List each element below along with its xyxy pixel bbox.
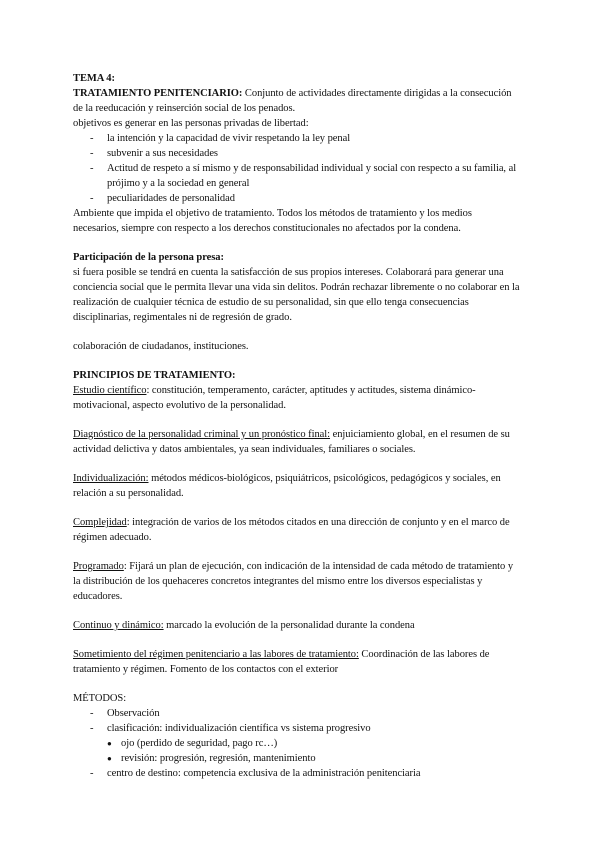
list-item: - peculiaridades de personalidad <box>73 191 520 206</box>
principio-item <box>73 427 520 457</box>
list-item: ● ojo (perdido de seguridad, pago rc…) <box>73 736 520 751</box>
list-item <box>73 721 520 736</box>
principio-item <box>73 471 520 501</box>
tratamiento-heading: TRATAMIENTO PENITENCIARIO: <box>73 88 243 99</box>
tema-title: TEMA 4: <box>73 73 115 84</box>
principio-desc: Coordinación de las labores de tratamiento y régimen. Fomento de los contactos con el exterior <box>73 649 490 675</box>
principio-desc: : Fijará un plan de ejecución, con indicación de la intensidad de cada método de tratamiento y la distribución de los quehaceres concretos integrantes del mismo entre los diversos especialistas y educadores. <box>73 561 514 602</box>
principio-item <box>73 618 520 633</box>
metodos-list-end <box>73 766 520 781</box>
principio-term: Diagnóstico de la personalidad criminal y un pronóstico final: <box>73 429 331 440</box>
list-item: ● revisión: progresión, regresión, mantenimiento <box>73 751 520 766</box>
clasificacion-sublist <box>73 736 520 766</box>
colaboracion-text: colaboración de ciudadanos, instituciones. <box>73 341 249 352</box>
list-item: - centro de destino: competencia exclusiva de la administración penitenciaria <box>73 766 520 781</box>
list-item: - la intención y la capacidad de vivir respetando la ley penal <box>73 131 520 146</box>
principio-item <box>73 515 520 545</box>
principio-item <box>73 383 520 413</box>
principio-item <box>73 647 520 677</box>
principio-term: Programado <box>73 561 124 572</box>
participacion-text: si fuera posible se tendrá en cuenta la satisfacción de sus propios intereses. Colaborará para generar una conciencia social que le permita llevar una vida sin delitos. Podrán rechazar libremente o no colaborar en la realización de cualquier técnica de estudio de su personalidad, sin que ello tenga consecuencias disciplinarias, regimentales ni de regresión de grado. <box>73 267 520 323</box>
ambiente-paragraph: Ambiente que impida el objetivo de tratamiento. Todos los métodos de tratamiento y los medios necesarios, siempre con respecto a los derechos constitucionales no afectados por la condena. <box>73 208 472 234</box>
principio-desc: : constitución, temperamento, carácter, aptitudes y actitudes, sistema dinámico-motivacional, aspecto evolutivo de la personalidad. <box>73 385 476 411</box>
principio-term: Estudio científico <box>73 385 147 396</box>
tratamiento-definition: Conjunto de actividades directamente dirigidas a la consecución de la reeducación y reinserción social de los penados. <box>73 88 512 114</box>
principio-term: Continuo y dinámico: <box>73 620 164 631</box>
principio-desc: enjuiciamiento global, en el resumen de su actividad delictiva y datos ambientales, ya sean individuales, familiares o sociales. <box>73 429 510 455</box>
metodos-list <box>73 706 520 736</box>
participacion-heading: Participación de la persona presa: <box>73 252 224 263</box>
principio-desc: marcado la evolución de la personalidad durante la condena <box>163 620 415 631</box>
principio-item <box>73 559 520 604</box>
tratamiento-paragraph <box>73 86 520 116</box>
principio-term: Individualización: <box>73 473 149 484</box>
principio-desc: : integración de varios de los métodos citados en una dirección de conjunto y en el marco de régimen adecuado. <box>73 517 510 543</box>
principio-term: Sometimiento del régimen penitenciario a las labores de tratamiento: <box>73 649 359 660</box>
metodos-heading: MÉTODOS: <box>73 693 127 704</box>
objetivos-list <box>73 131 520 206</box>
list-item: - subvenir a sus necesidades <box>73 146 520 161</box>
clasificacion-text: clasificación: individualización científica vs sistema progresivo <box>107 723 371 734</box>
principio-term: Complejidad <box>73 517 127 528</box>
list-item: - Actitud de respeto a sí mismo y de responsabilidad individual y social con respecto a su familia, al prójimo y a la sociedad en general <box>73 161 520 191</box>
principio-desc: métodos médicos-biológicos, psiquiátricos, psicológicos, pedagógicos y sociales, en relación a su personalidad. <box>73 473 501 499</box>
list-item: - Observación <box>73 706 520 721</box>
principios-heading: PRINCIPIOS DE TRATAMIENTO: <box>73 370 236 381</box>
objetivos-intro: objetivos es generar en las personas privadas de libertad: <box>73 118 309 129</box>
